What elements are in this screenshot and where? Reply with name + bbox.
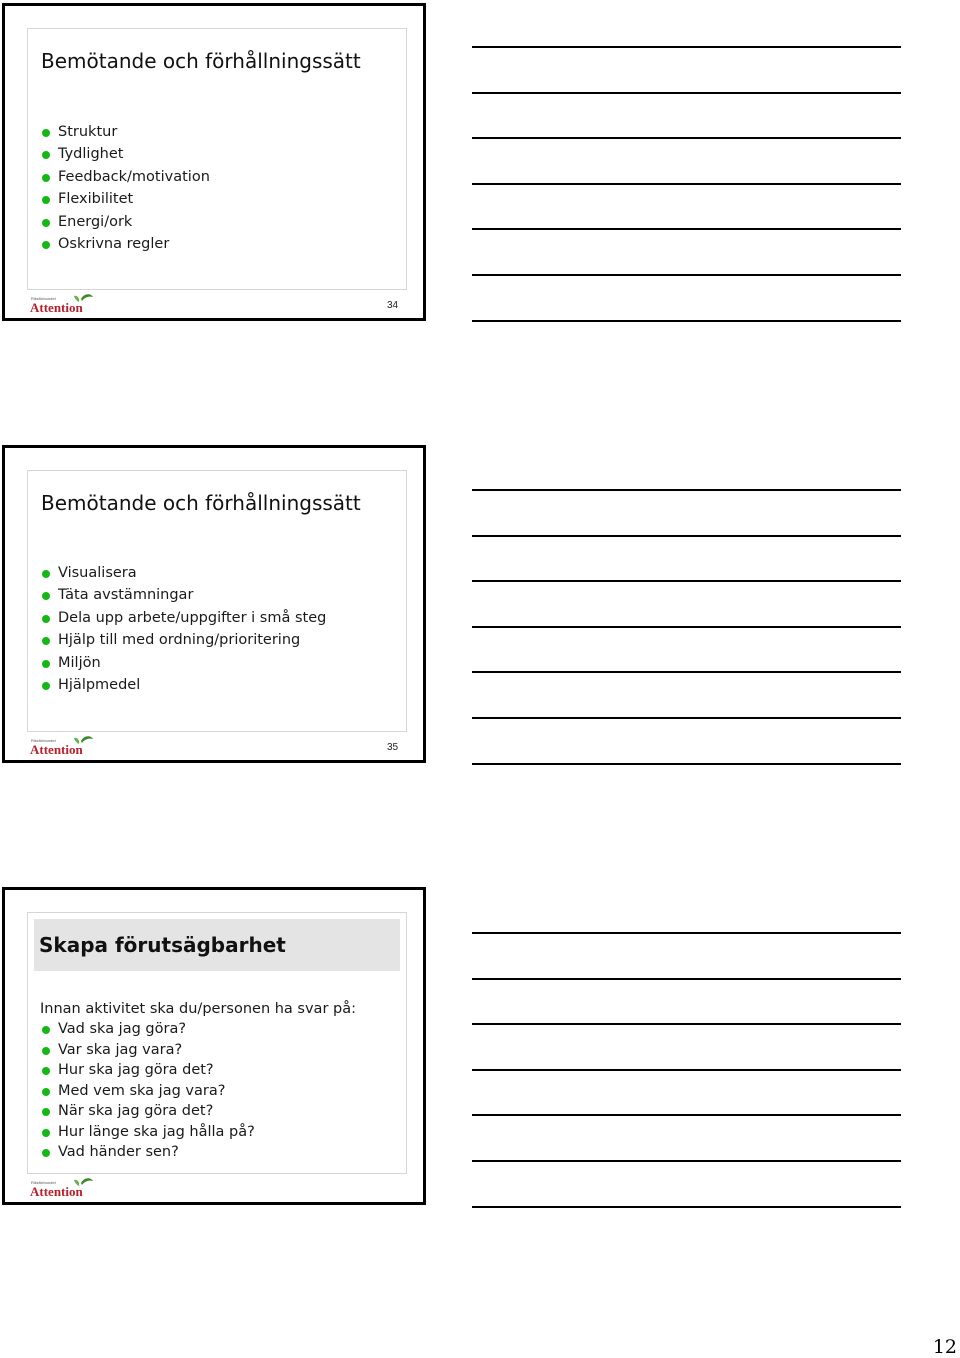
note-line <box>472 1114 901 1116</box>
list-item: Visualisera <box>41 562 326 584</box>
bullet-dot <box>42 219 50 227</box>
list-item: Energi/ork <box>41 211 210 233</box>
list-item: Vad händer sen? <box>41 1142 255 1163</box>
intro-text: Innan aktivitet ska du/personen ha svar på: <box>40 1001 356 1017</box>
slide-page-number: 35 <box>387 742 399 753</box>
note-line <box>472 580 901 582</box>
svg-text:Riksförbundet: Riksförbundet <box>31 1180 56 1185</box>
attention-logo <box>29 293 95 315</box>
bullet-dot <box>42 660 50 668</box>
bullet-dot <box>42 129 50 137</box>
slide-predictability <box>2 887 426 1205</box>
list-item: När ska jag göra det? <box>41 1101 255 1122</box>
bullet-dot <box>42 570 50 578</box>
list-item: Tydlighet <box>41 143 210 165</box>
bullet-dot <box>42 1067 50 1075</box>
list-item: Täta avstämningar <box>41 584 326 606</box>
note-line <box>472 320 901 322</box>
slide-content-area <box>27 28 407 290</box>
note-line <box>472 671 901 673</box>
bullet-dot <box>42 241 50 249</box>
slide-35 <box>2 445 426 763</box>
note-line <box>472 1160 901 1162</box>
slide-page-number: 34 <box>387 300 399 311</box>
bullet-list <box>41 121 210 255</box>
svg-text:Riksförbundet: Riksförbundet <box>31 738 56 743</box>
bullet-dot <box>42 1088 50 1096</box>
bullet-dot <box>42 151 50 159</box>
bullet-list <box>41 562 326 696</box>
bullet-dot <box>42 196 50 204</box>
bullet-dot <box>42 1047 50 1055</box>
list-item: Hur ska jag göra det? <box>41 1060 255 1081</box>
note-line <box>472 137 901 139</box>
note-line <box>472 717 901 719</box>
slide-title: Bemötande och förhållningssätt <box>41 491 361 515</box>
bullet-dot <box>42 1108 50 1116</box>
list-item: Feedback/motivation <box>41 166 210 188</box>
list-item: Hjälp till med ordning/prioritering <box>41 629 326 651</box>
note-line <box>472 978 901 980</box>
svg-text:Attention: Attention <box>30 300 83 315</box>
list-item: Var ska jag vara? <box>41 1040 255 1061</box>
list-item: Struktur <box>41 121 210 143</box>
slide-34 <box>2 3 426 321</box>
bullet-dot <box>42 1026 50 1034</box>
note-line <box>472 183 901 185</box>
note-line <box>472 1206 901 1208</box>
list-item: Hjälpmedel <box>41 674 326 696</box>
bullet-dot <box>42 615 50 623</box>
bullet-dot <box>42 1149 50 1157</box>
svg-text:Riksförbundet: Riksförbundet <box>31 296 56 301</box>
list-item: Hur länge ska jag hålla på? <box>41 1122 255 1143</box>
list-item: Vad ska jag göra? <box>41 1019 255 1040</box>
svg-text:Attention: Attention <box>30 742 83 757</box>
note-line <box>472 932 901 934</box>
attention-logo <box>29 735 95 757</box>
note-line <box>472 228 901 230</box>
bullet-dot <box>42 637 50 645</box>
note-line <box>472 274 901 276</box>
note-line <box>472 535 901 537</box>
list-item: Oskrivna regler <box>41 233 210 255</box>
list-item: Flexibilitet <box>41 188 210 210</box>
bullet-dot <box>42 174 50 182</box>
svg-text:Attention: Attention <box>30 1184 83 1199</box>
list-item: Med vem ska jag vara? <box>41 1081 255 1102</box>
note-line <box>472 92 901 94</box>
bullet-dot <box>42 592 50 600</box>
bullet-dot <box>42 682 50 690</box>
note-line <box>472 763 901 765</box>
bullet-dot <box>42 1129 50 1137</box>
slide-content-area <box>27 470 407 732</box>
attention-logo <box>29 1177 95 1199</box>
bullet-list <box>41 1019 255 1163</box>
note-line <box>472 1069 901 1071</box>
list-item: Dela upp arbete/uppgifter i små steg <box>41 607 326 629</box>
slide-content-area <box>27 912 407 1174</box>
note-line <box>472 489 901 491</box>
slide-title: Skapa förutsägbarhet <box>39 933 286 957</box>
sheet-page-number: 12 <box>932 1336 957 1358</box>
slide-title: Bemötande och förhållningssätt <box>41 49 361 73</box>
note-line <box>472 1023 901 1025</box>
list-item: Miljön <box>41 652 326 674</box>
note-line <box>472 626 901 628</box>
note-line <box>472 46 901 48</box>
